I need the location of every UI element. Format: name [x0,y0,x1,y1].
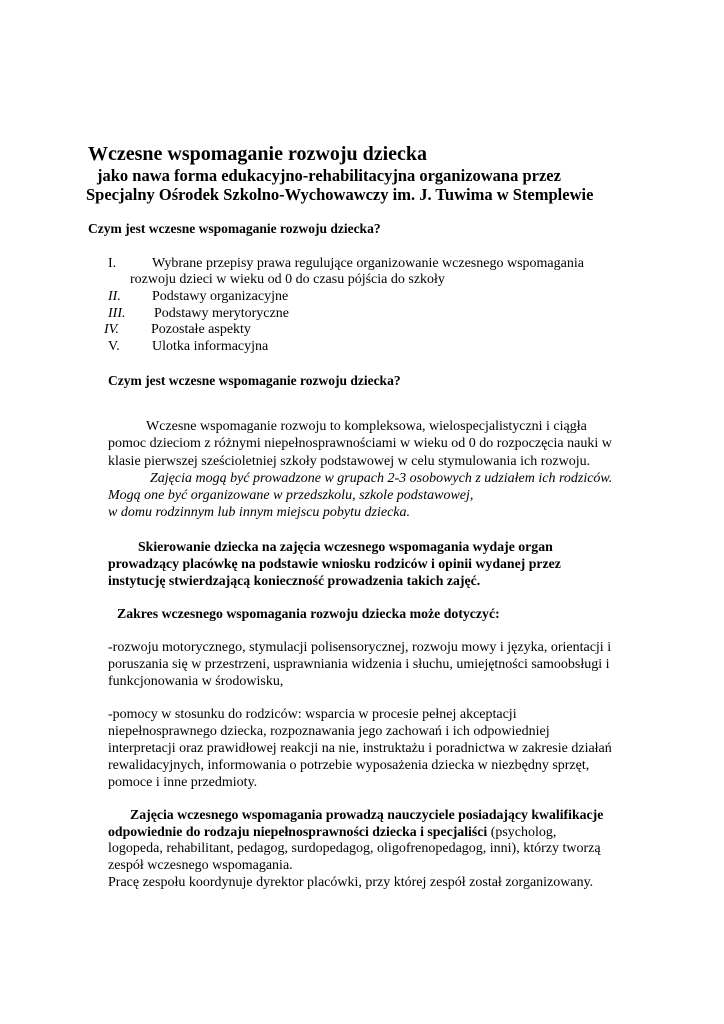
question-heading-2: Czym jest wczesne wspomaganie rozwoju dziecka? [108,373,401,388]
paragraph-line: zespół wczesnego wspomagania. [108,858,293,873]
toc-item-text-continuation: rozwoju dzieci w wieku od 0 do czasu pójścia do szkoły [130,272,445,287]
document-subtitle-line-2: Specjalny Ośrodek Szkolno-Wychowawczy im. J. Tuwima w Stemplewie [86,185,594,204]
paragraph-line: klasie pierwszej sześcioletniej szkoły podstawowej w celu stymulowania ich rozwoju. [108,454,591,469]
toc-item-text: Ulotka informacyjna [152,339,269,354]
toc-item-text: Wybrane przepisy prawa regulujące organizowanie wczesnego wspomagania [152,256,584,271]
paragraph-line: logopeda, rehabilitant, pedagog, surdopedagog, oligofrenopedagog, inni), którzy tworzą [108,841,601,856]
paragraph-line: rewalidacyjnych, informowania o potrzebie wyposażenia dziecka w niezbędny sprzęt, [108,758,590,773]
document-subtitle-line-1: jako nawa forma edukacyjno-rehabilitacyjna organizowana przez [97,166,561,185]
toc-item-number: III. [108,306,126,321]
paragraph-italic-line: Mogą one być organizowane w przedszkolu, szkole podstawowej, [108,488,474,503]
question-heading-1: Czym jest wczesne wspomaganie rozwoju dziecka? [88,221,381,236]
bold-line: instytucję stwierdzającą konieczność prowadzenia takich zajęć. [108,573,481,588]
bold-line: Zajęcia wczesnego wspomagania prowadzą nauczyciele posiadający kwalifikacje [130,807,604,822]
paragraph-line: funkcjonowania w środowisku, [108,674,284,689]
toc-item-number: V. [108,339,120,354]
paragraph-line: -pomocy w stosunku do rodziców: wsparcia w procesie pełnej akceptacji [108,707,517,722]
bold-line: Skierowanie dziecka na zajęcia wczesnego wspomagania wydaje organ [138,539,553,554]
paragraph-line: -rozwoju motorycznego, stymulacji polisensorycznej, rozwoju mowy i języka, orientacji i [108,640,612,655]
mixed-line [108,823,556,841]
document-title: Wczesne wspomaganie rozwoju dziecka [88,143,428,165]
paragraph-line: pomoc dzieciom z różnymi niepełnosprawnościami w wieku od 0 do rozpoczęcia nauki w [108,436,612,451]
paragraph-line: Wczesne wspomaganie rozwoju to kompleksowa, wielospecjalistyczni i ciągła [146,419,587,434]
paragraph-italic-line: Zajęcia mogą być prowadzone w grupach 2-3 osobowych z udziałem ich rodziców. [150,471,613,486]
toc-item-number: IV. [104,322,119,337]
toc-item-number: II. [108,289,121,304]
paragraph-line: Pracę zespołu koordynuje dyrektor placówki, przy której zespół został zorganizowany. [108,875,594,890]
toc-item-text: Pozostałe aspekty [151,322,251,337]
paragraph-line: interpretacji oraz prawidłowej reakcji na nie, instruktażu i poradnictwa w zakresie działań [108,741,612,756]
paragraph-line: pomoce i inne przedmioty. [108,775,258,790]
bold-segment: odpowiednie do rodzaju niepełnosprawności dziecka i specjaliści [108,824,488,839]
toc-item-text: Podstawy merytoryczne [154,306,289,321]
bold-line: prowadzący placówkę na podstawie wniosku rodziców i opinii wydanej przez [108,556,561,571]
paragraph-italic-line: w domu rodzinnym lub innym miejscu pobytu dziecka. [108,505,410,520]
paragraph-line: poruszania się w przestrzeni, usprawniania widzenia i słuchu, umiejętności samoobsługi i [108,657,610,672]
paragraph-line: niepełnosprawnego dziecka, rozpoznawania jego zachowań i ich odpowiedniej [108,724,550,739]
scope-heading: Zakres wczesnego wspomagania rozwoju dziecka może dotyczyć: [117,606,500,621]
toc-item-number: I. [108,256,117,271]
plain-segment: (psycholog, [487,825,557,840]
toc-item-text: Podstawy organizacyjne [152,289,289,304]
